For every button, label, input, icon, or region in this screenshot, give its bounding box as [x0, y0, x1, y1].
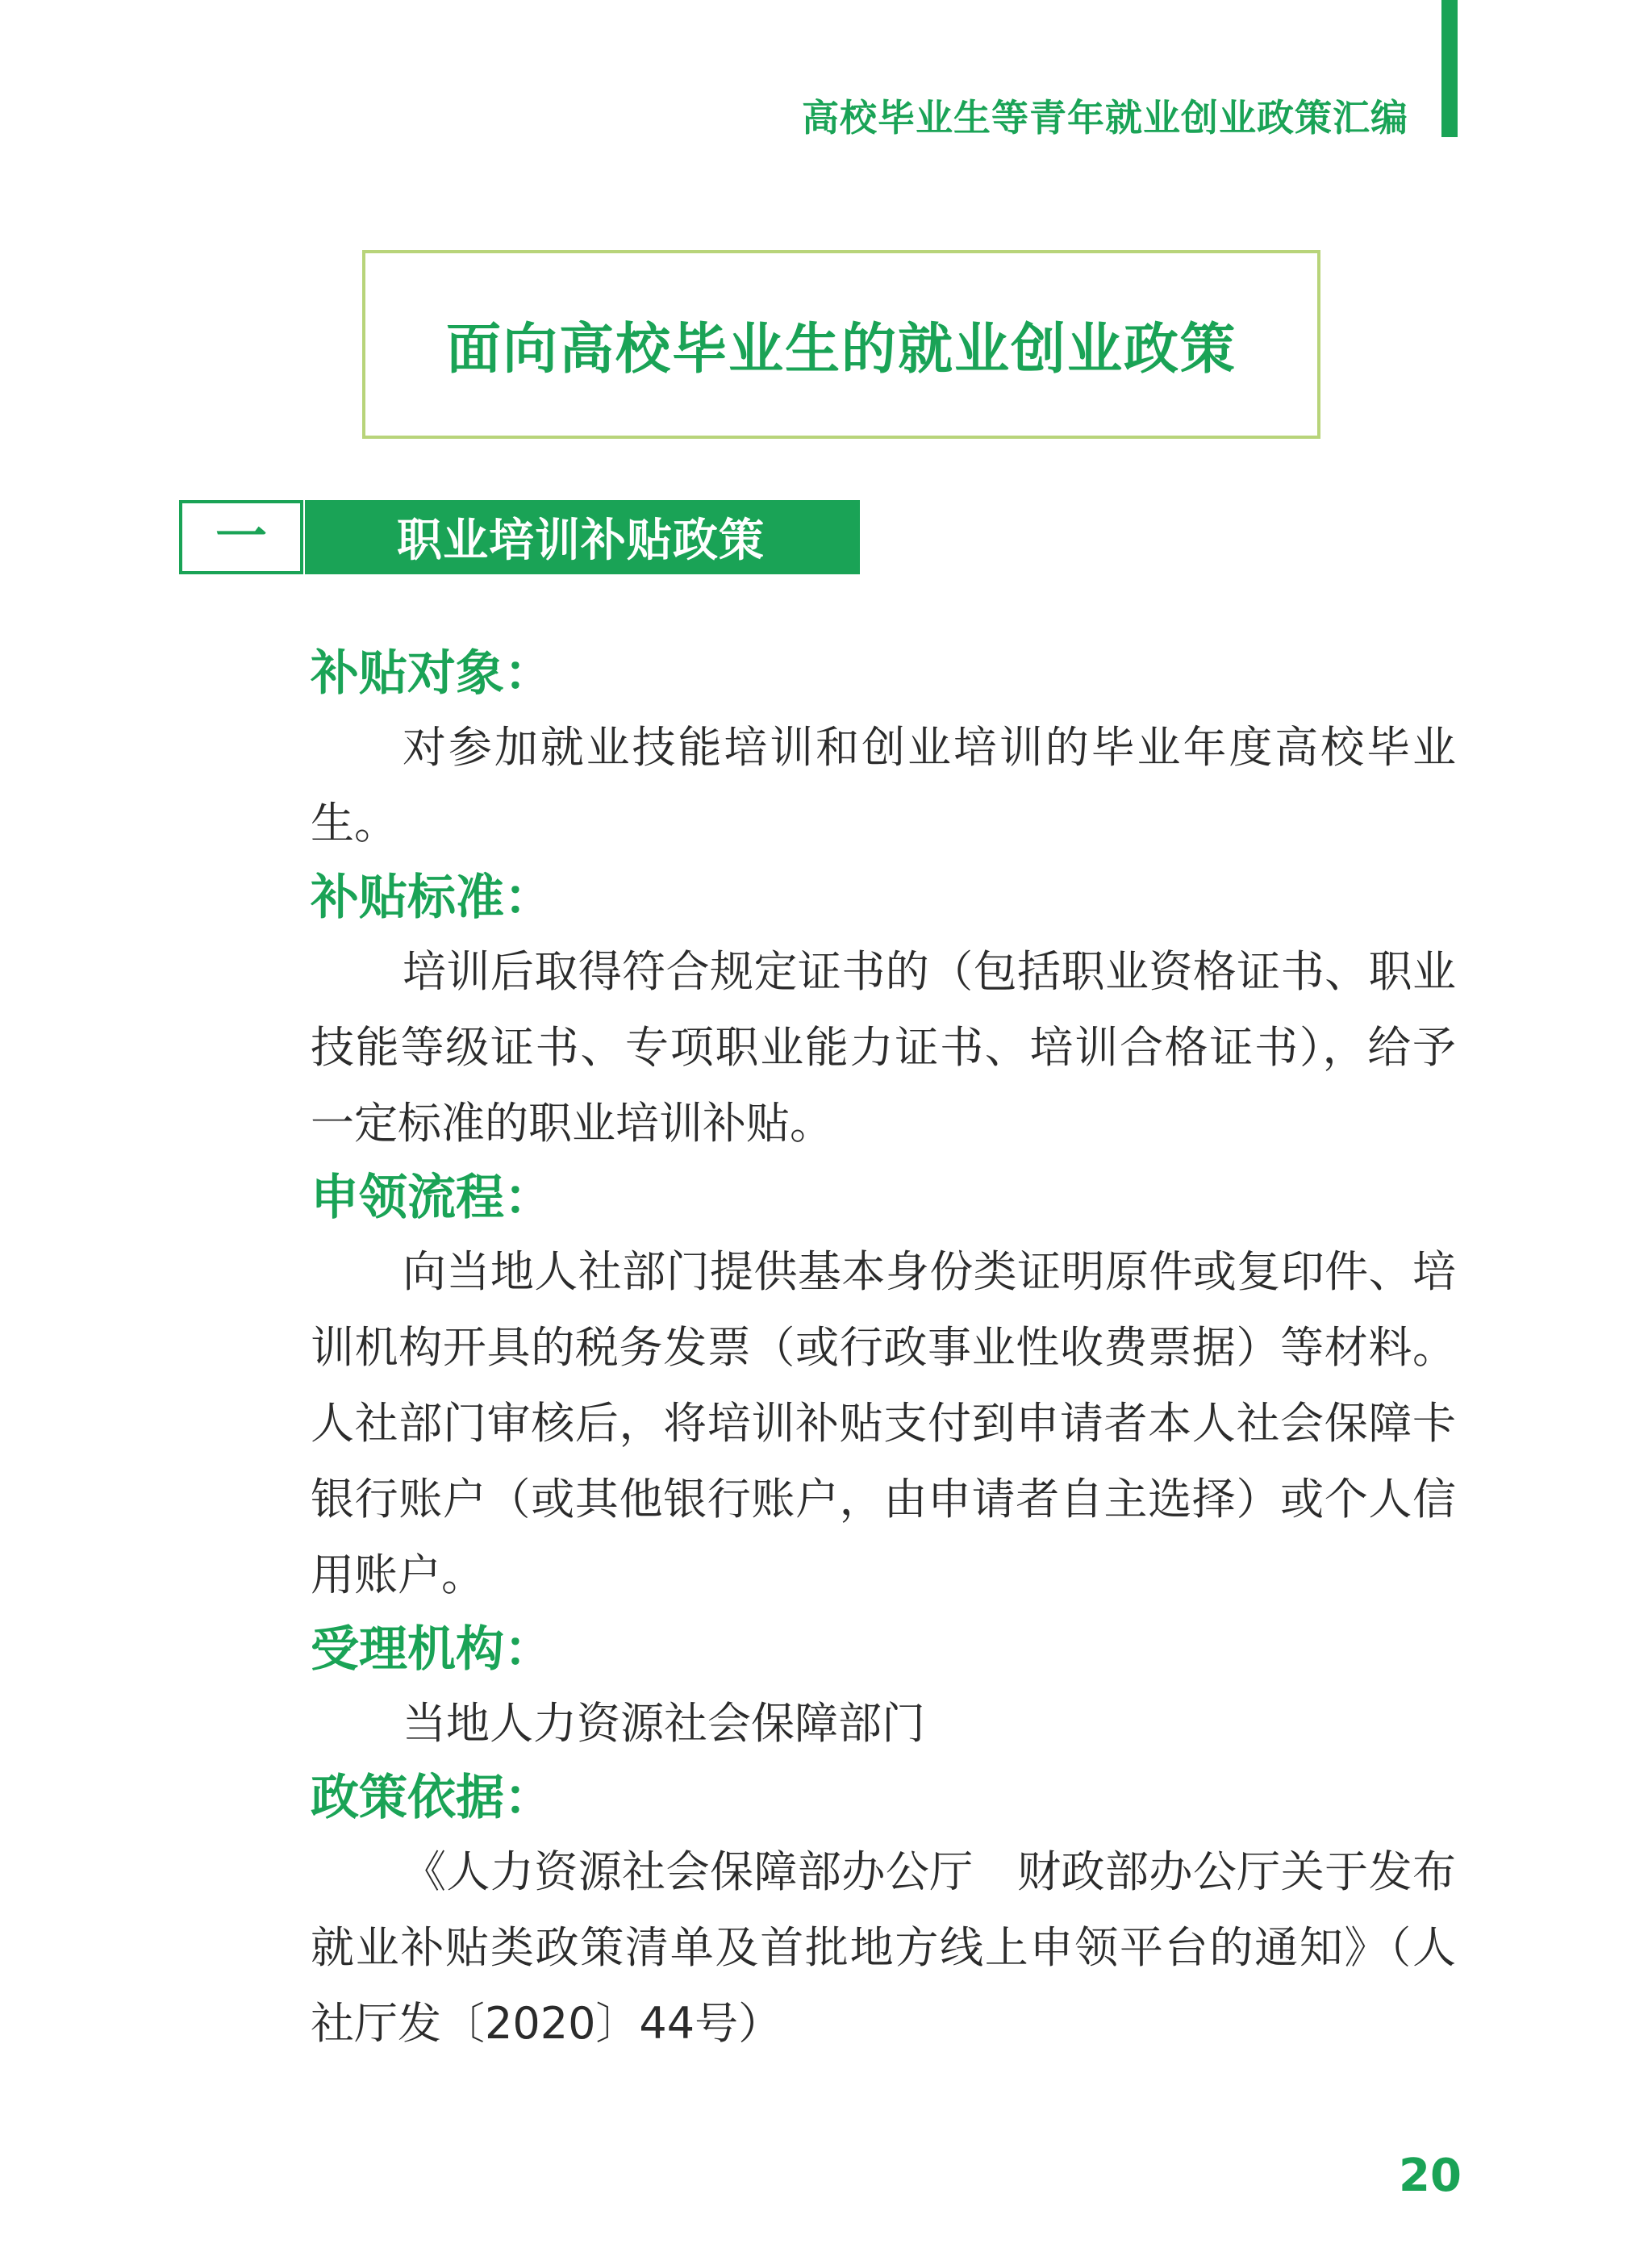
chapter-label-bar [305, 500, 860, 574]
policy-heading: 受理机构： [311, 1621, 553, 1678]
policy-block-process [311, 1162, 1456, 1613]
policy-block-basis [311, 1762, 1456, 2062]
policy-text: 《人力资源社会保障部办公厅 财政部办公厅关于发布就业补贴类政策清单及首批地方线上申领平台的通知》（人社厅发〔2020〕44号） [311, 1846, 1456, 2049]
policy-heading: 政策依据： [311, 1770, 553, 1826]
policy-heading: 补贴标准： [311, 870, 553, 926]
policy-text: 当地人力资源社会保障部门 [403, 1698, 925, 1749]
page-number: 20 [1399, 2150, 1462, 2202]
chapter-label: 职业培训补贴政策 [397, 515, 765, 567]
section-title-box [362, 250, 1320, 439]
policy-block-target [311, 637, 1456, 861]
policy-text: 向当地人社部门提供基本身份类证明原件或复印件、培训机构开具的税务发票（或行政事业性收费票据）等材料。人社部门审核后，将培训补贴支付到申请者本人社会保障卡银行账户（或其他银行账户，由申请者自主选择）或个人信用账户。 [311, 1246, 1456, 1600]
section-title: 面向高校毕业生的就业创业政策 [445, 317, 1237, 382]
policy-heading: 补贴对象： [311, 645, 553, 702]
policy-block-agency [311, 1613, 1456, 1762]
policy-block-standard [311, 861, 1456, 1162]
policy-text: 培训后取得符合规定证书的（包括职业资格证书、职业技能等级证书、专项职业能力证书、培训合格证书），给予一定标准的职业培训补贴。 [311, 946, 1456, 1149]
policy-heading: 申领流程： [311, 1170, 553, 1226]
chapter-number-box [179, 500, 303, 574]
policy-text: 对参加就业技能培训和创业培训的毕业年度高校毕业生。 [311, 722, 1456, 849]
header-accent-bar [1441, 0, 1458, 137]
publication-title: 高校毕业生等青年就业创业政策汇编 [802, 96, 1408, 140]
policy-content [311, 637, 1456, 2062]
chapter-number: 一 [215, 507, 267, 567]
